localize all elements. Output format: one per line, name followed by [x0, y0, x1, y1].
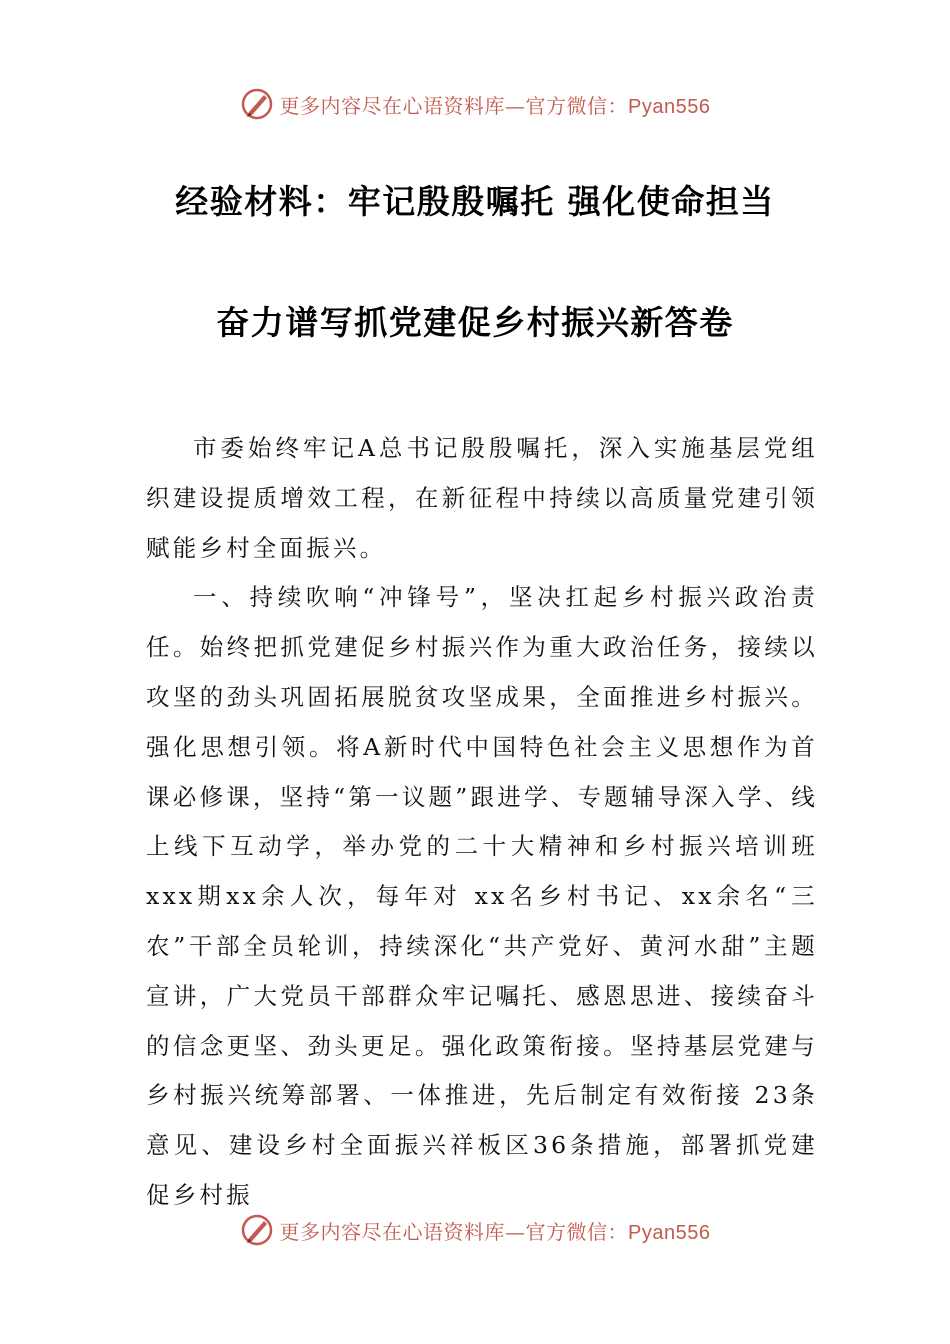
watermark-wechat-id: Pyan556 [628, 95, 711, 118]
watermark-separator: — [505, 1219, 526, 1244]
watermark-wechat-id: Pyan556 [628, 1221, 711, 1244]
watermark-separator: — [505, 93, 526, 118]
footer-watermark [0, 1208, 950, 1252]
watermark-site: 更多内容尽在心语资料库 [279, 1219, 506, 1244]
watermark-label: 官方微信： [525, 1219, 629, 1244]
document-body [146, 424, 818, 1221]
watermark-label: 官方微信： [525, 93, 629, 118]
body-paragraph: 市委始终牢记A总书记殷殷嘱托，深入实施基层党组织建设提质增效工程，在新征程中持续以高质量党建引领赋能乡村全面振兴。 [146, 434, 818, 562]
body-paragraph: 一、持续吹响“冲锋号”，坚决扛起乡村振兴政治责任。始终把抓党建促乡村振兴作为重大政治任务，接续以攻坚的劲头巩固拓展脱贫攻坚成果，全面推进乡村振兴。强化思想引领。将A新时代中国特色社会主义思想作为首课必修课，坚持“第一议题”跟进学、专题辅导深入学、线上线下互动学，举办党的二十大精神和乡村振兴培训班xxx期xx余人次，每年对 xx名乡村书记、xx余名“三农”干部全员轮训，持续深化“共产党好、黄河水甜”主题宣讲，广大党员干部群众牢记嘱托、感恩思进、接续奋斗的信念更坚、劲头更足。强化政策衔接。坚持基层党建与乡村振兴统筹部署、一体推进，先后制定有效衔接 23条意见、建设乡村全面振兴祥板区36条措施，部署抓党建促乡村振 [146, 583, 818, 1209]
pen-logo-icon [240, 1213, 274, 1247]
watermark-site: 更多内容尽在心语资料库 [279, 93, 506, 118]
header-watermark [0, 82, 950, 126]
document-title-line-1: 经验材料：牢记殷殷嘱托 强化使命担当 [175, 182, 775, 221]
document-title-line-2: 奋力谱写抓党建促乡村振兴新答卷 [216, 303, 734, 342]
pen-logo-icon [240, 87, 274, 121]
